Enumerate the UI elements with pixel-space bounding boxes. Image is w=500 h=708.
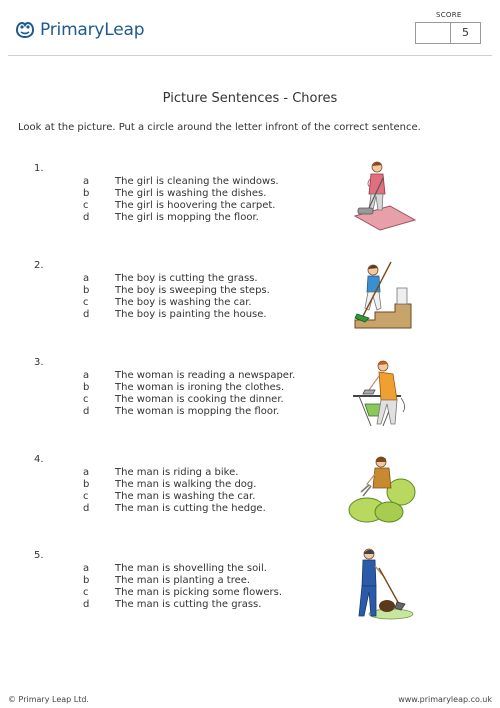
girl-hoovering-carpet-picture xyxy=(345,158,420,233)
page-title: Picture Sentences - Chores xyxy=(162,91,338,106)
option-text: The girl is hoovering the carpet. xyxy=(115,200,276,211)
man-cutting-hedge-picture xyxy=(345,452,420,527)
option-letter[interactable]: a xyxy=(83,176,90,187)
option-letter[interactable]: d xyxy=(83,309,90,320)
question-5 xyxy=(0,550,500,646)
footer-copyright: © Primary Leap Ltd. xyxy=(8,695,89,704)
question-number: 1. xyxy=(34,163,44,174)
option-text: The man is riding a bike. xyxy=(115,467,239,478)
question-number: 5. xyxy=(34,550,44,561)
option-text: The woman is ironing the clothes. xyxy=(115,382,285,393)
primaryleap-logo[interactable] xyxy=(14,20,144,40)
question-number: 2. xyxy=(34,260,44,271)
footer-website-link[interactable]: www.primaryleap.co.uk xyxy=(398,695,492,704)
option-text: The woman is cooking the dinner. xyxy=(115,394,284,405)
option-text: The girl is mopping the floor. xyxy=(115,212,259,223)
option-letter[interactable]: b xyxy=(83,575,90,586)
header-divider xyxy=(8,55,492,56)
option-text: The man is cutting the hedge. xyxy=(115,503,266,514)
option-text: The boy is sweeping the steps. xyxy=(115,285,270,296)
option-text: The man is cutting the grass. xyxy=(115,599,262,610)
option-letter[interactable]: b xyxy=(83,188,90,199)
option-text: The man is washing the car. xyxy=(115,491,256,502)
option-letter[interactable]: b xyxy=(83,479,90,490)
option-text: The girl is washing the dishes. xyxy=(115,188,267,199)
option-letter[interactable]: c xyxy=(83,297,89,308)
option-letter[interactable]: c xyxy=(83,587,89,598)
question-3 xyxy=(0,357,500,453)
woman-ironing-clothes-picture xyxy=(345,356,420,431)
option-text: The boy is painting the house. xyxy=(115,309,267,320)
option-letter[interactable]: d xyxy=(83,503,90,514)
frog-logo-icon xyxy=(14,21,36,39)
option-letter[interactable]: b xyxy=(83,285,90,296)
option-text: The woman is reading a newspaper. xyxy=(115,370,296,381)
option-text: The man is picking some flowers. xyxy=(115,587,283,598)
question-1 xyxy=(0,163,500,259)
instructions: Look at the picture. Put a circle around the letter infront of the correct sentence. xyxy=(18,122,421,133)
option-letter[interactable]: d xyxy=(83,599,90,610)
logo-text: PrimaryLeap xyxy=(40,20,145,40)
option-letter[interactable]: a xyxy=(83,273,90,284)
option-text: The man is planting a tree. xyxy=(115,575,251,586)
option-letter[interactable]: a xyxy=(83,467,90,478)
option-letter[interactable]: c xyxy=(83,491,89,502)
score-input[interactable] xyxy=(416,23,451,43)
man-shovelling-soil-picture xyxy=(345,548,420,623)
option-text: The man is shovelling the soil. xyxy=(115,563,267,574)
question-number: 4. xyxy=(34,454,44,465)
option-text: The woman is mopping the floor. xyxy=(115,406,280,417)
option-letter[interactable]: a xyxy=(83,370,90,381)
boy-sweeping-steps-picture xyxy=(345,258,420,333)
score-total: 5 xyxy=(462,26,469,39)
option-letter[interactable]: d xyxy=(83,406,90,417)
question-4 xyxy=(0,454,500,550)
page-header xyxy=(0,0,500,55)
option-letter[interactable]: d xyxy=(83,212,90,223)
option-letter[interactable]: c xyxy=(83,200,89,211)
option-letter[interactable]: c xyxy=(83,394,89,405)
option-text: The girl is cleaning the windows. xyxy=(115,176,279,187)
option-text: The boy is cutting the grass. xyxy=(115,273,258,284)
option-text: The boy is washing the car. xyxy=(115,297,252,308)
question-2 xyxy=(0,260,500,356)
option-letter[interactable]: a xyxy=(83,563,90,574)
option-letter[interactable]: b xyxy=(83,382,90,393)
question-number: 3. xyxy=(34,357,44,368)
score-box xyxy=(415,22,481,44)
score-label: SCORE xyxy=(436,11,462,19)
option-text: The man is walking the dog. xyxy=(115,479,257,490)
